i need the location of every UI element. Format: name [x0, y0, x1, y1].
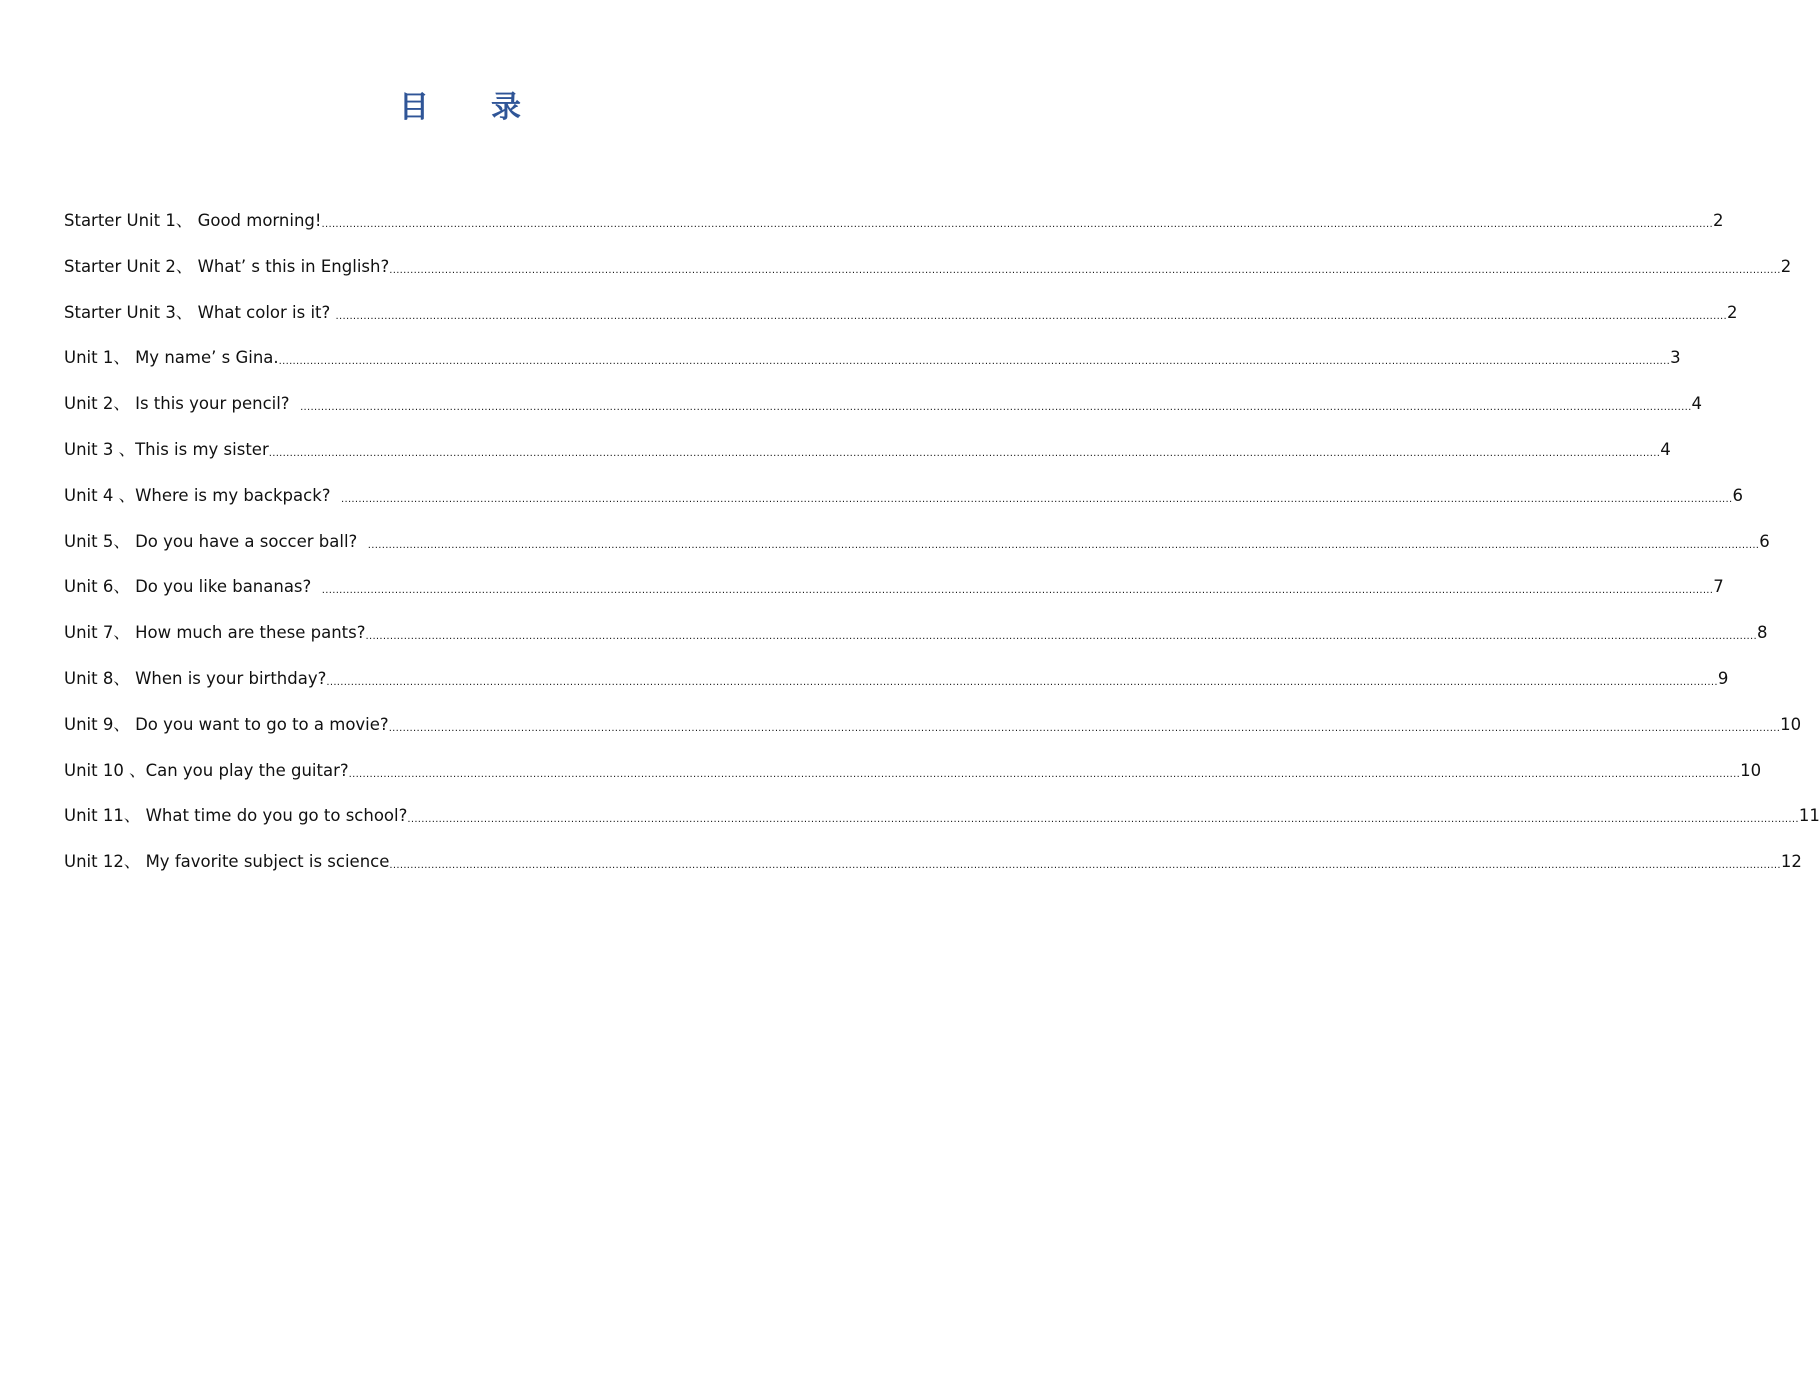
toc-entry-label: Unit 11、 What time do you go to school? — [64, 806, 408, 826]
toc-entry[interactable] — [64, 756, 1762, 802]
toc-title-char-1: 目 — [399, 90, 429, 125]
toc-entry[interactable] — [64, 481, 1743, 527]
toc-entry-page-number: 2 — [1713, 211, 1724, 230]
toc-entry-page-number: 8 — [1756, 623, 1768, 643]
toc-entry[interactable] — [64, 206, 1724, 252]
toc-entry-label: Unit 7、 How much are these pants? — [64, 623, 366, 643]
toc-entry[interactable] — [64, 618, 1768, 664]
toc-entry[interactable] — [64, 847, 1802, 893]
toc-entry-page-number: 10 — [1780, 714, 1802, 734]
toc-entry[interactable] — [64, 435, 1671, 481]
toc-dot-leader: ................................................................................................................................................................................................................................................................................................................................................................................................................ — [326, 676, 1718, 688]
toc-dot-leader: ................................................................................................................................................................................................................................................................................................................................................................................................................ — [388, 722, 1781, 734]
toc-dot-leader: ................................................................................................................................................................................................................................................................................................................................................................................................................ — [335, 310, 1728, 322]
toc-dot-leader: ................................................................................................................................................................................................................................................................................................................................................................................................................ — [407, 814, 1799, 826]
toc-dot-leader: ................................................................................................................................................................................................................................................................................................................................................................................................................ — [389, 264, 1781, 276]
toc-entry[interactable] — [64, 298, 1738, 344]
toc-entry-page-number: 7 — [1713, 577, 1724, 597]
toc-entry-page-number: 6 — [1759, 531, 1770, 551]
toc-entry[interactable] — [64, 343, 1681, 389]
toc-entry-label: Unit 5、 Do you have a soccer ball? — [64, 531, 368, 551]
toc-dot-leader: ................................................................................................................................................................................................................................................................................................................................................................................................................ — [278, 356, 1671, 368]
toc-entry-page-number: 6 — [1732, 485, 1743, 505]
toc-entry-page-number: 9 — [1717, 668, 1729, 688]
toc-entry-label: Unit 9、 Do you want to go to a movie? — [64, 714, 389, 734]
toc-entry[interactable] — [64, 389, 1703, 435]
toc-title — [0, 86, 920, 130]
toc-entry-page-number: 3 — [1670, 348, 1681, 368]
toc-entry-page-number: 2 — [1727, 302, 1738, 322]
toc-entry-label: Unit 10 、Can you play the guitar? — [64, 760, 349, 780]
toc-entry-label: Unit 8、 When is your birthday? — [64, 668, 327, 688]
toc-dot-leader: ................................................................................................................................................................................................................................................................................................................................................................................................................ — [300, 402, 1692, 414]
toc-entry[interactable] — [64, 572, 1724, 618]
toc-dot-leader: ................................................................................................................................................................................................................................................................................................................................................................................................................ — [341, 493, 1733, 505]
toc-entry-page-number: 4 — [1660, 439, 1671, 459]
toc-entry-label: Unit 1、 My name’ s Gina. — [64, 348, 279, 368]
toc-dot-leader: ................................................................................................................................................................................................................................................................................................................................................................................................................ — [321, 219, 1713, 230]
toc-entry-label: Starter Unit 3、 What color is it? — [64, 302, 336, 322]
toc-entry-page-number: 4 — [1691, 394, 1703, 414]
toc-entry-label: Unit 6、 Do you like bananas? — [64, 577, 322, 597]
toc-entry-label: Starter Unit 1、 Good morning! — [64, 211, 322, 230]
toc-entry[interactable] — [64, 252, 1792, 298]
toc-entry-label: Unit 2、 Is this your pencil? — [64, 394, 301, 414]
toc-entry-label: Starter Unit 2、 What’ s this in English? — [64, 256, 390, 276]
toc-entry[interactable] — [64, 664, 1729, 710]
toc-dot-leader: ................................................................................................................................................................................................................................................................................................................................................................................................................ — [321, 585, 1714, 597]
table-of-contents — [64, 206, 1820, 893]
toc-entry-page-number: 11 — [1798, 806, 1820, 826]
toc-dot-leader: ................................................................................................................................................................................................................................................................................................................................................................................................................ — [348, 768, 1741, 780]
toc-entry-page-number: 12 — [1780, 852, 1802, 872]
toc-dot-leader: ................................................................................................................................................................................................................................................................................................................................................................................................................ — [367, 539, 1760, 551]
toc-dot-leader: ................................................................................................................................................................................................................................................................................................................................................................................................................ — [365, 631, 1757, 643]
toc-entry[interactable] — [64, 801, 1820, 847]
toc-entry[interactable] — [64, 527, 1770, 573]
toc-title-char-2: 录 — [491, 90, 521, 125]
toc-dot-leader: ................................................................................................................................................................................................................................................................................................................................................................................................................ — [268, 447, 1661, 459]
toc-entry-label: Unit 12、 My favorite subject is science — [64, 852, 390, 872]
toc-entry-page-number: 10 — [1740, 760, 1762, 780]
toc-entry-page-number: 2 — [1780, 256, 1792, 276]
toc-entry-label: Unit 4 、Where is my backpack? — [64, 485, 341, 505]
toc-entry-label: Unit 3 、This is my sister — [64, 439, 269, 459]
toc-dot-leader: ................................................................................................................................................................................................................................................................................................................................................................................................................ — [389, 860, 1781, 872]
toc-entry[interactable] — [64, 710, 1802, 756]
